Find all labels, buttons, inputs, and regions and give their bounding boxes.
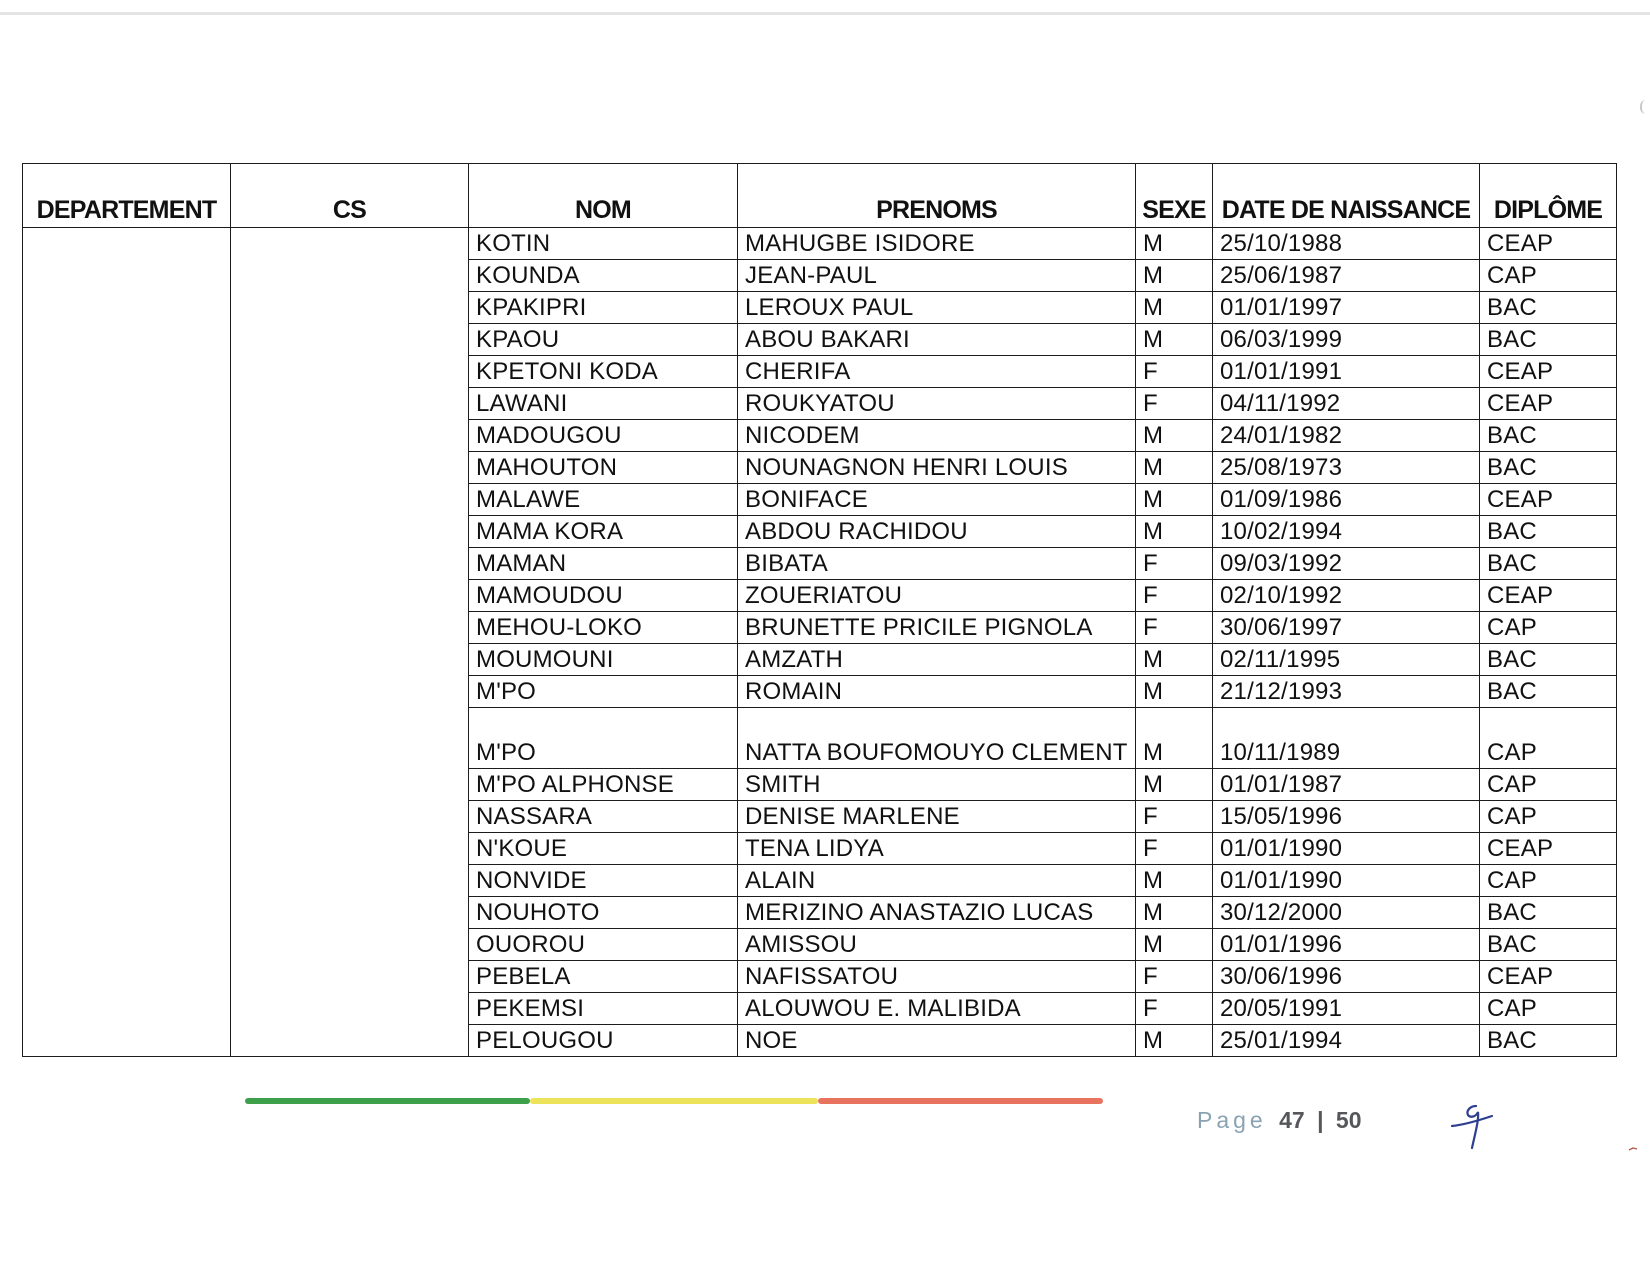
date-cell: 15/05/1996 [1213, 801, 1480, 833]
prenoms-cell: NICODEM [738, 420, 1136, 452]
prenoms-cell: MERIZINO ANASTAZIO LUCAS [738, 897, 1136, 929]
page-total: 50 [1335, 1107, 1362, 1133]
date-cell: 02/10/1992 [1213, 580, 1480, 612]
nom-cell: MAMAN [469, 548, 738, 580]
diplome-cell: BAC [1480, 516, 1617, 548]
header-sexe: SEXE [1136, 164, 1213, 228]
nom-cell: LAWANI [469, 388, 738, 420]
sexe-cell: M [1136, 260, 1213, 292]
page-label: Page [1197, 1107, 1267, 1133]
header-cs: CS [231, 164, 469, 228]
sexe-cell: M [1136, 929, 1213, 961]
nom-cell: MALAWE [469, 484, 738, 516]
sexe-cell: M [1136, 1025, 1213, 1057]
header-departement: DEPARTEMENT [23, 164, 231, 228]
diplome-cell: BAC [1480, 292, 1617, 324]
sexe-cell: M [1136, 708, 1213, 769]
prenoms-cell: ROMAIN [738, 676, 1136, 708]
header-date-naissance: DATE DE NAISSANCE [1213, 164, 1480, 228]
date-cell: 24/01/1982 [1213, 420, 1480, 452]
date-cell: 10/11/1989 [1213, 708, 1480, 769]
date-cell: 20/05/1991 [1213, 993, 1480, 1025]
diplome-cell: BAC [1480, 548, 1617, 580]
header-prenoms: PRENOMS [738, 164, 1136, 228]
nom-cell: M'PO [469, 676, 738, 708]
prenoms-cell: NATTA BOUFOMOUYO CLEMENT [738, 708, 1136, 769]
sexe-cell: M [1136, 292, 1213, 324]
prenoms-cell: NAFISSATOU [738, 961, 1136, 993]
diplome-cell: BAC [1480, 929, 1617, 961]
page-separator: | [1317, 1107, 1324, 1133]
prenoms-cell: MAHUGBE ISIDORE [738, 228, 1136, 260]
sexe-cell: F [1136, 580, 1213, 612]
sexe-cell: M [1136, 865, 1213, 897]
prenoms-cell: SMITH [738, 769, 1136, 801]
nom-cell: NONVIDE [469, 865, 738, 897]
diplome-cell: BAC [1480, 676, 1617, 708]
roster-table [22, 163, 1617, 1057]
sexe-cell: M [1136, 644, 1213, 676]
table-body [23, 228, 1617, 1057]
nom-cell: KPETONI KODA [469, 356, 738, 388]
date-cell: 30/12/2000 [1213, 897, 1480, 929]
diplome-cell: CAP [1480, 769, 1617, 801]
table-row [23, 228, 1617, 260]
sexe-cell: M [1136, 769, 1213, 801]
date-cell: 30/06/1997 [1213, 612, 1480, 644]
sexe-cell: F [1136, 612, 1213, 644]
prenoms-cell: JEAN-PAUL [738, 260, 1136, 292]
nom-cell: OUOROU [469, 929, 738, 961]
sexe-cell: F [1136, 388, 1213, 420]
header-diplome: DIPLÔME [1480, 164, 1617, 228]
prenoms-cell: BIBATA [738, 548, 1136, 580]
date-cell: 01/01/1991 [1213, 356, 1480, 388]
diplome-cell: CAP [1480, 993, 1617, 1025]
header-nom: NOM [469, 164, 738, 228]
diplome-cell: CAP [1480, 612, 1617, 644]
sexe-cell: M [1136, 516, 1213, 548]
prenoms-cell: BONIFACE [738, 484, 1136, 516]
cs-cell [231, 228, 469, 1057]
nom-cell: KOUNDA [469, 260, 738, 292]
flag-stripe-green [245, 1098, 530, 1104]
diplome-cell: CAP [1480, 708, 1617, 769]
prenoms-cell: ZOUERIATOU [738, 580, 1136, 612]
nom-cell: M'PO [469, 708, 738, 769]
nom-cell: NASSARA [469, 801, 738, 833]
prenoms-cell: AMISSOU [738, 929, 1136, 961]
prenoms-cell: ALOUWOU E. MALIBIDA [738, 993, 1136, 1025]
nom-cell: PEKEMSI [469, 993, 738, 1025]
date-cell: 01/09/1986 [1213, 484, 1480, 516]
nom-cell: MAHOUTON [469, 452, 738, 484]
nom-cell: MADOUGOU [469, 420, 738, 452]
diplome-cell: CAP [1480, 865, 1617, 897]
diplome-cell: CAP [1480, 801, 1617, 833]
nom-cell: MOUMOUNI [469, 644, 738, 676]
header-row [23, 164, 1617, 228]
prenoms-cell: BRUNETTE PRICILE PIGNOLA [738, 612, 1136, 644]
nom-cell: MAMOUDOU [469, 580, 738, 612]
prenoms-cell: NOE [738, 1025, 1136, 1057]
flag-stripe-red [818, 1098, 1103, 1104]
date-cell: 25/10/1988 [1213, 228, 1480, 260]
date-cell: 02/11/1995 [1213, 644, 1480, 676]
handwritten-initials [1448, 1102, 1508, 1152]
diplome-cell: BAC [1480, 897, 1617, 929]
diplome-cell: BAC [1480, 644, 1617, 676]
prenoms-cell: CHERIFA [738, 356, 1136, 388]
scan-top-rule [0, 12, 1650, 15]
date-cell: 06/03/1999 [1213, 324, 1480, 356]
date-cell: 01/01/1997 [1213, 292, 1480, 324]
diplome-cell: CAP [1480, 260, 1617, 292]
date-cell: 10/02/1994 [1213, 516, 1480, 548]
prenoms-cell: DENISE MARLENE [738, 801, 1136, 833]
nom-cell: PEBELA [469, 961, 738, 993]
prenoms-cell: ABDOU RACHIDOU [738, 516, 1136, 548]
scan-corner-mark [1628, 1146, 1638, 1152]
scan-edge-mark [1640, 100, 1646, 114]
departement-cell [23, 228, 231, 1057]
nom-cell: PELOUGOU [469, 1025, 738, 1057]
prenoms-cell: NOUNAGNON HENRI LOUIS [738, 452, 1136, 484]
sexe-cell: M [1136, 897, 1213, 929]
sexe-cell: F [1136, 548, 1213, 580]
nom-cell: MEHOU-LOKO [469, 612, 738, 644]
sexe-cell: F [1136, 833, 1213, 865]
page-counter [1197, 1107, 1362, 1134]
nom-cell: KPAKIPRI [469, 292, 738, 324]
date-cell: 25/08/1973 [1213, 452, 1480, 484]
date-cell: 09/03/1992 [1213, 548, 1480, 580]
page-current: 47 [1279, 1107, 1305, 1133]
diplome-cell: CEAP [1480, 228, 1617, 260]
diplome-cell: BAC [1480, 420, 1617, 452]
diplome-cell: CEAP [1480, 833, 1617, 865]
sexe-cell: F [1136, 961, 1213, 993]
prenoms-cell: ROUKYATOU [738, 388, 1136, 420]
prenoms-cell: LEROUX PAUL [738, 292, 1136, 324]
prenoms-cell: ALAIN [738, 865, 1136, 897]
sexe-cell: M [1136, 676, 1213, 708]
sexe-cell: M [1136, 420, 1213, 452]
date-cell: 04/11/1992 [1213, 388, 1480, 420]
prenoms-cell: TENA LIDYA [738, 833, 1136, 865]
nom-cell: M'PO ALPHONSE [469, 769, 738, 801]
nom-cell: KOTIN [469, 228, 738, 260]
diplome-cell: BAC [1480, 1025, 1617, 1057]
nom-cell: NOUHOTO [469, 897, 738, 929]
prenoms-cell: AMZATH [738, 644, 1136, 676]
diplome-cell: CEAP [1480, 388, 1617, 420]
date-cell: 25/01/1994 [1213, 1025, 1480, 1057]
diplome-cell: CEAP [1480, 356, 1617, 388]
diplome-cell: BAC [1480, 452, 1617, 484]
date-cell: 01/01/1990 [1213, 865, 1480, 897]
diplome-cell: CEAP [1480, 580, 1617, 612]
date-cell: 01/01/1990 [1213, 833, 1480, 865]
diplome-cell: CEAP [1480, 961, 1617, 993]
date-cell: 01/01/1987 [1213, 769, 1480, 801]
nom-cell: N'KOUE [469, 833, 738, 865]
diplome-cell: CEAP [1480, 484, 1617, 516]
date-cell: 25/06/1987 [1213, 260, 1480, 292]
flag-stripe-yellow [530, 1098, 818, 1104]
diplome-cell: BAC [1480, 324, 1617, 356]
prenoms-cell: ABOU BAKARI [738, 324, 1136, 356]
sexe-cell: F [1136, 356, 1213, 388]
date-cell: 21/12/1993 [1213, 676, 1480, 708]
sexe-cell: F [1136, 801, 1213, 833]
nom-cell: MAMA KORA [469, 516, 738, 548]
date-cell: 01/01/1996 [1213, 929, 1480, 961]
sexe-cell: M [1136, 228, 1213, 260]
sexe-cell: F [1136, 993, 1213, 1025]
date-cell: 30/06/1996 [1213, 961, 1480, 993]
sexe-cell: M [1136, 452, 1213, 484]
sexe-cell: M [1136, 484, 1213, 516]
nom-cell: KPAOU [469, 324, 738, 356]
sexe-cell: M [1136, 324, 1213, 356]
table-header [23, 164, 1617, 228]
